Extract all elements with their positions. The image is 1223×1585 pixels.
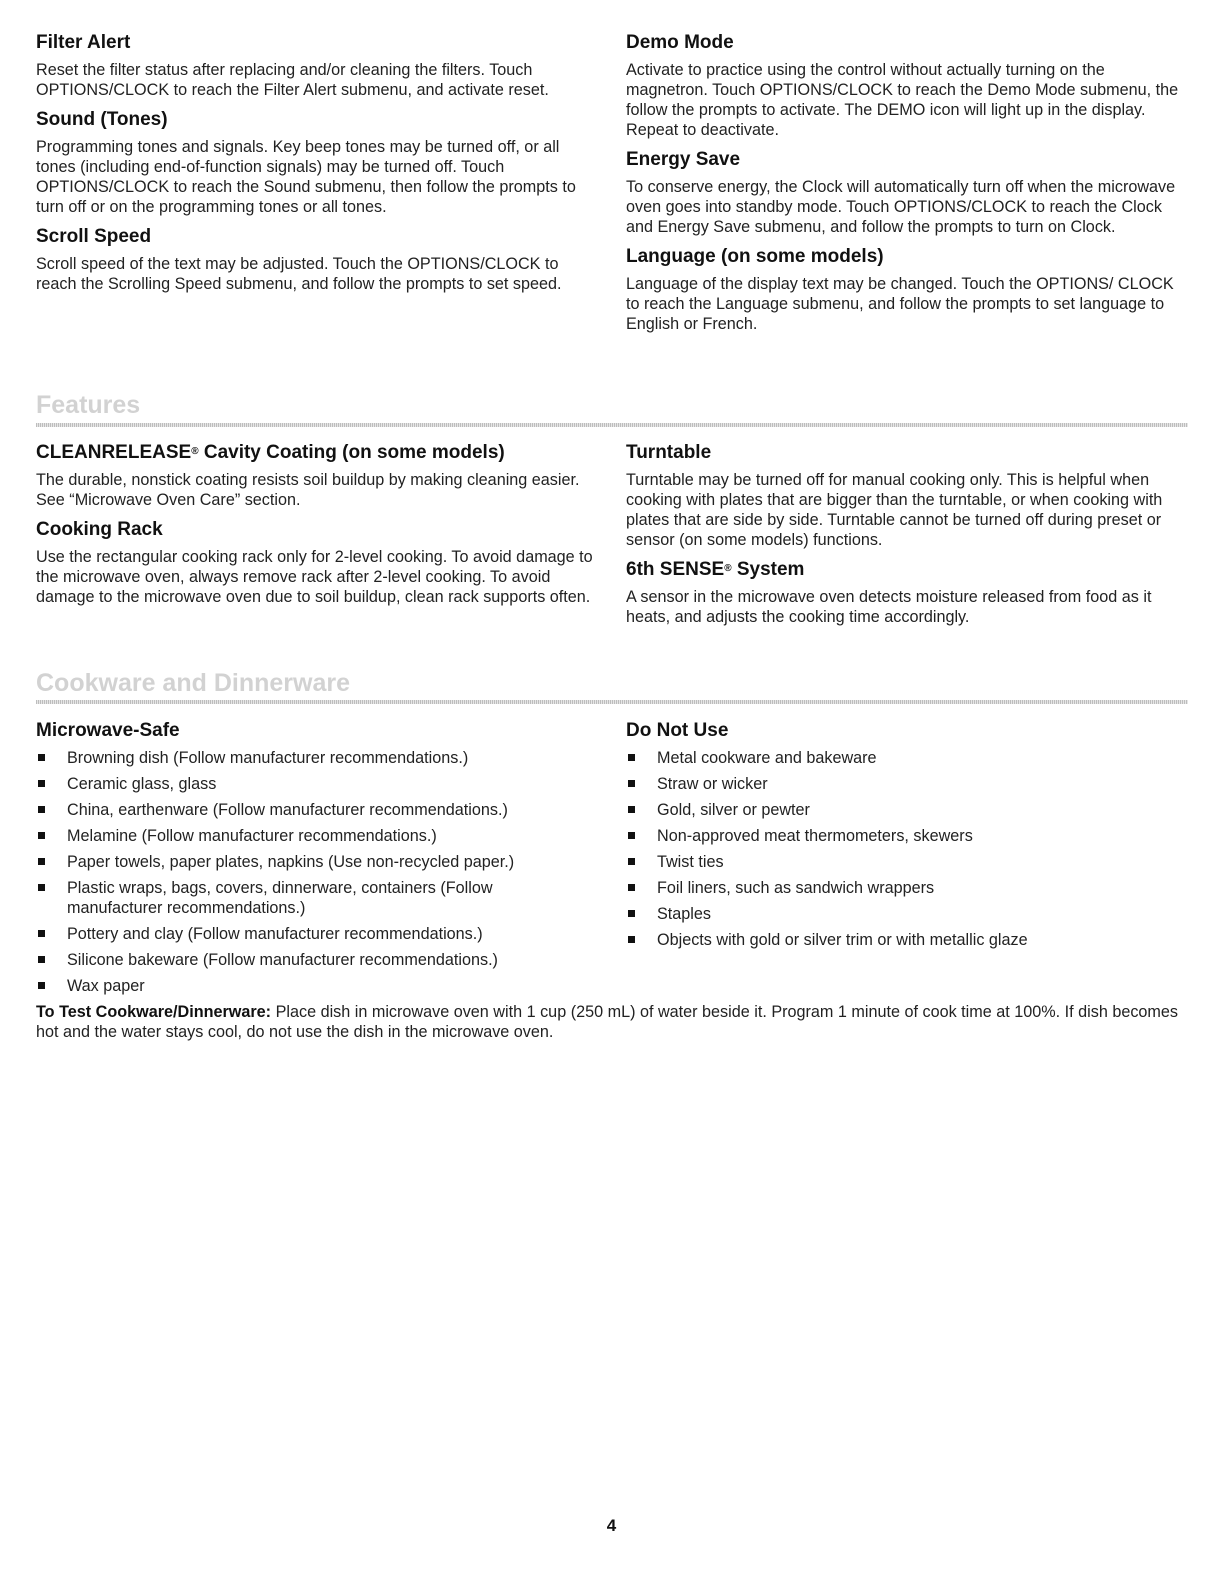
bullet-square-icon — [628, 936, 635, 943]
bullet-square-icon — [38, 956, 45, 963]
sixth-sense-heading: 6th SENSE® System — [626, 559, 805, 580]
list-item: Silicone bakeware (Follow manufacturer recommendations.) — [36, 950, 596, 970]
sound-tones-text: Programming tones and signals. Key beep tones may be turned off, or all tones (including end-of-function signals) may be turned off. Touch OPTIONS/CLOCK to reach the Sound submenu, then follow the prompts to turn off or on the programming tones or all tones. — [36, 138, 576, 216]
do-not-use-column — [626, 720, 1186, 956]
list-item: Plastic wraps, bags, covers, dinnerware, containers (Follow manufacturer recommendations.) — [36, 878, 596, 918]
list-item: Ceramic glass, glass — [36, 774, 596, 794]
bullet-square-icon — [628, 884, 635, 891]
list-item: Wax paper — [36, 976, 596, 996]
demo-mode-text: Activate to practice using the control without actually turning on the magnetron. Touch OPTIONS/CLOCK to reach the Demo Mode submenu, the follow the prompts to activate. The DEMO icon will light up in the display. Repeat to deactivate. — [626, 61, 1179, 139]
cooking-rack-text: Use the rectangular cooking rack only for 2-level cooking. To avoid damage to the microwave oven, always remove rack after 2-level cooking. To avoid damage to the microwave oven due to soil buildup, clean rack supports often. — [36, 548, 593, 606]
microwave-safe-heading: Microwave-Safe — [36, 720, 180, 741]
list-item: Foil liners, such as sandwich wrappers — [626, 878, 1186, 898]
filter-alert-text: Reset the filter status after replacing and/or cleaning the filters. Touch OPTIONS/CLOCK to reach the Filter Alert submenu, and activate reset. — [36, 61, 549, 99]
cleanrelease-heading: CLEANRELEASE® Cavity Coating (on some models) — [36, 442, 505, 463]
bullet-square-icon — [38, 884, 45, 891]
bullet-square-icon — [628, 806, 635, 813]
features-right-column — [626, 442, 1186, 636]
demo-mode-heading: Demo Mode — [626, 32, 734, 53]
sixth-sense-text: A sensor in the microwave oven detects moisture released from food as it heats, and adjusts the cooking time accordingly. — [626, 588, 1152, 626]
bullet-square-icon — [38, 982, 45, 989]
bullet-square-icon — [38, 780, 45, 787]
features-divider — [36, 423, 1188, 427]
filter-alert-heading: Filter Alert — [36, 32, 131, 53]
energy-save-heading: Energy Save — [626, 149, 741, 170]
features-left-column — [36, 442, 596, 616]
list-item: Gold, silver or pewter — [626, 800, 1186, 820]
turntable-text: Turntable may be turned off for manual cooking only. This is helpful when cooking with plates that are bigger than the turntable, or when cooking with plates that are side by side. Turntable cannot be turned off during preset or sensor (on some models) functions. — [626, 471, 1163, 549]
bullet-square-icon — [628, 858, 635, 865]
list-item: Objects with gold or silver trim or with metallic glaze — [626, 930, 1186, 950]
cookware-divider — [36, 700, 1188, 704]
list-item: Melamine (Follow manufacturer recommendations.) — [36, 826, 596, 846]
options-right-column — [626, 32, 1186, 343]
list-item: Metal cookware and bakeware — [626, 748, 1186, 768]
do-not-use-heading: Do Not Use — [626, 720, 729, 741]
bullet-square-icon — [628, 832, 635, 839]
list-item: Twist ties — [626, 852, 1186, 872]
scroll-speed-heading: Scroll Speed — [36, 226, 152, 247]
energy-save-text: To conserve energy, the Clock will automatically turn off when the microwave oven goes into standby mode. Touch OPTIONS/CLOCK to reach the Clock and Energy Save submenu, and follow the prompts to turn on Clock. — [626, 178, 1176, 236]
list-item: Non-approved meat thermometers, skewers — [626, 826, 1186, 846]
bullet-square-icon — [38, 754, 45, 761]
list-item: Staples — [626, 904, 1186, 924]
features-section-title: Features — [36, 391, 141, 419]
bullet-square-icon — [38, 832, 45, 839]
list-item: Pottery and clay (Follow manufacturer recommendations.) — [36, 924, 596, 944]
options-left-column — [36, 32, 596, 303]
bullet-square-icon — [38, 930, 45, 937]
bullet-square-icon — [628, 910, 635, 917]
page-number: 4 — [606, 1516, 617, 1535]
sound-tones-heading: Sound (Tones) — [36, 109, 168, 130]
bullet-square-icon — [628, 754, 635, 761]
language-text: Language of the display text may be changed. Touch the OPTIONS/ CLOCK to reach the Language submenu, and follow the prompts to set language to English or French. — [626, 275, 1174, 333]
list-item: Paper towels, paper plates, napkins (Use non-recycled paper.) — [36, 852, 596, 872]
cleanrelease-text: The durable, nonstick coating resists soil buildup by making cleaning easier. See “Microwave Oven Care” section. — [36, 471, 580, 509]
scroll-speed-text: Scroll speed of the text may be adjusted. Touch the OPTIONS/CLOCK to reach the Scrolling Speed submenu, and follow the prompts to set speed. — [36, 255, 562, 293]
cooking-rack-heading: Cooking Rack — [36, 519, 163, 540]
language-heading: Language (on some models) — [626, 246, 884, 267]
list-item: Straw or wicker — [626, 774, 1186, 794]
test-cookware-text: Place dish in microwave oven with 1 cup (250 mL) of water beside it. Program 1 minute of cook time at 100%. If dish becomes hot and the water stays cool, do not use the dish in the microwave oven. — [36, 1003, 1179, 1041]
turntable-heading: Turntable — [626, 442, 712, 463]
test-cookware-label: To Test Cookware/Dinnerware: — [36, 1003, 272, 1021]
list-item: Browning dish (Follow manufacturer recommendations.) — [36, 748, 596, 768]
cookware-section-title: Cookware and Dinnerware — [36, 669, 350, 697]
list-item: China, earthenware (Follow manufacturer recommendations.) — [36, 800, 596, 820]
bullet-square-icon — [628, 780, 635, 787]
test-cookware-note — [36, 1002, 1186, 1042]
do-not-use-list — [626, 748, 1186, 950]
microwave-safe-list — [36, 748, 596, 996]
bullet-square-icon — [38, 806, 45, 813]
microwave-safe-column — [36, 720, 596, 1002]
bullet-square-icon — [38, 858, 45, 865]
